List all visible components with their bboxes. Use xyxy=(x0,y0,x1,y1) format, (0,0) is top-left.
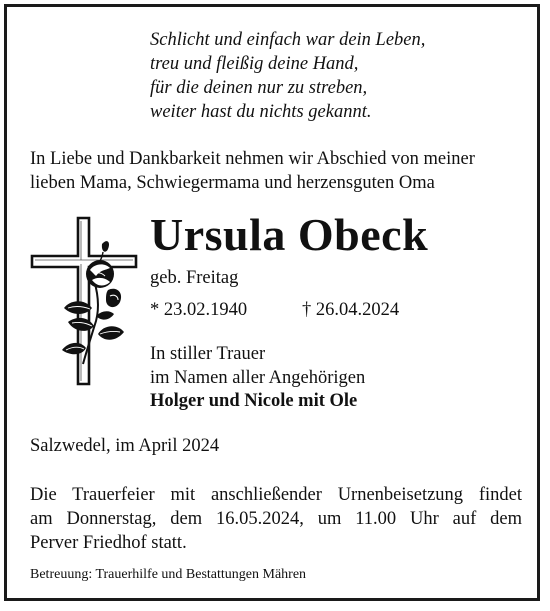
intro-text xyxy=(30,147,520,195)
poem-line: Schlicht und einfach war dein Leben, xyxy=(150,30,426,50)
cross-with-rose-icon xyxy=(28,216,140,386)
mourners-block xyxy=(150,343,365,414)
poem-verse xyxy=(150,28,425,124)
ceremony-line: Perver Friedhof statt. xyxy=(30,533,187,553)
poem-line: für die deinen nur zu streben, xyxy=(150,78,368,98)
ceremony-line: Die Trauerfeier mit anschließender Urnenbeisetzung findet xyxy=(30,485,522,505)
relatives-line: im Namen aller Angehörigen xyxy=(150,367,366,388)
intro-line: In Liebe und Dankbarkeit nehmen wir Abschied von meiner xyxy=(30,149,475,169)
deceased-name: Ursula Obeck xyxy=(150,209,429,260)
mourner-names: Holger und Nicole mit Ole xyxy=(150,391,358,411)
death-date: † 26.04.2024 xyxy=(302,300,400,320)
poem-line: weiter hast du nichts gekannt. xyxy=(150,102,372,122)
birth-date: * 23.02.1940 xyxy=(150,300,248,320)
place-date: Salzwedel, im April 2024 xyxy=(30,436,220,456)
ceremony-line: am Donnerstag, dem 16.05.2024, um 11.00 Uhr auf dem xyxy=(30,509,522,529)
ceremony-info xyxy=(30,483,522,555)
poem-line: treu und fleißig deine Hand, xyxy=(150,54,359,74)
mourning-line: In stiller Trauer xyxy=(150,344,266,364)
maiden-name: geb. Freitag xyxy=(150,268,239,288)
undertaker-credit: Betreuung: Trauerhilfe und Bestattungen Mähren xyxy=(30,567,307,582)
intro-line: lieben Mama, Schwiegermama und herzensguten Oma xyxy=(30,173,435,193)
